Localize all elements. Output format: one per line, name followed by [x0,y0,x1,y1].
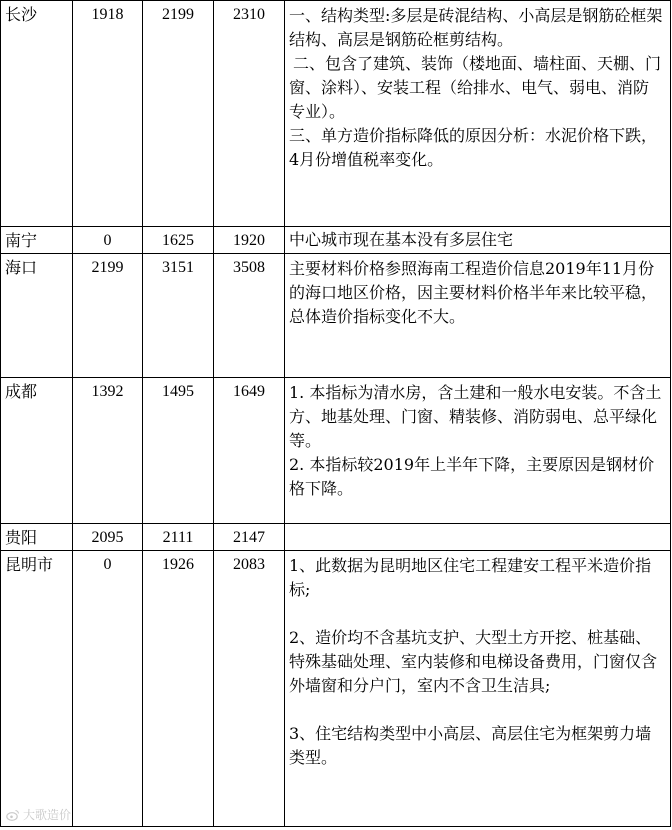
note-paragraph: 2. 本指标较2019年上半年下降，主要原因是钢材价格下降。 [289,455,655,498]
value-cell: 2199 [143,1,214,227]
value-cell: 2147 [214,524,285,551]
value-cell: 3508 [214,254,285,378]
value-cell: 0 [73,551,143,827]
value-cell: 1625 [143,227,214,254]
note-cell [285,254,671,378]
weibo-logo-icon [6,808,20,822]
value-cell: 1392 [73,378,143,524]
note-cell [285,551,671,827]
note-paragraph: 三、单方造价指标降低的原因分析：水泥价格下跌，4月份增值税率变化。 [289,126,658,169]
value-cell: 2111 [143,524,214,551]
paragraph-gap [289,698,664,722]
city-cell: 海口 [1,254,73,378]
watermark-text: 大歌造价 [23,808,72,822]
value-cell: 0 [73,227,143,254]
table-row [1,378,671,524]
value-cell: 2310 [214,1,285,227]
note-paragraph: 2、造价均不含基坑支护、大型土方开挖、桩基础、特殊基础处理、室内装修和电梯设备费用，门窗仅含外墙窗和分户门，室内不含卫生洁具; [289,628,658,695]
city-cell: 昆明市 [1,551,73,827]
note-cell [285,1,671,227]
note-paragraph: 1. 本指标为清水房，含土建和一般水电安装。不含土方、地基处理、门窗、精装修、消防弱电、总平绿化等。 [289,383,662,450]
value-cell: 1495 [143,378,214,524]
city-cell: 南宁 [1,227,73,254]
table-row [1,1,671,227]
note-paragraph: 主要材料价格参照海南工程造价信息2019年11月份的海口地区价格，因主要材料价格半年来比较平稳，总体造价指标变化不大。 [289,259,658,326]
value-cell: 1918 [73,1,143,227]
note-paragraph: 1、此数据为昆明地区住宅工程建安工程平米造价指标; [289,556,652,599]
note-cell [285,227,671,254]
city-cell: 长沙 [1,1,73,227]
note-paragraph: 3、住宅结构类型中小高层、高层住宅为框架剪力墙类型。 [289,724,652,767]
note-cell [285,524,671,551]
value-cell: 1920 [214,227,285,254]
table-row [1,551,671,827]
paragraph-gap [289,602,664,626]
watermark [6,806,71,823]
value-cell: 2095 [73,524,143,551]
table-row [1,254,671,378]
value-cell: 2083 [214,551,285,827]
value-cell: 2199 [73,254,143,378]
city-cell: 成都 [1,378,73,524]
table-row [1,227,671,254]
note-paragraph: 一、结构类型:多层是砖混结构、小高层是钢筋砼框架结构、高层是钢筋砼框剪结构。 [289,6,663,49]
note-cell [285,378,671,524]
value-cell: 3151 [143,254,214,378]
note-paragraph: 二、包含了建筑、装饰（楼地面、墙柱面、天棚、门窗、涂料）、安装工程（给排水、电气、弱电、消防专业）。 [289,54,662,121]
value-cell: 1926 [143,551,214,827]
note-paragraph: 中心城市现在基本没有多层住宅 [289,230,514,249]
value-cell: 1649 [214,378,285,524]
city-cell: 贵阳 [1,524,73,551]
table-row [1,524,671,551]
